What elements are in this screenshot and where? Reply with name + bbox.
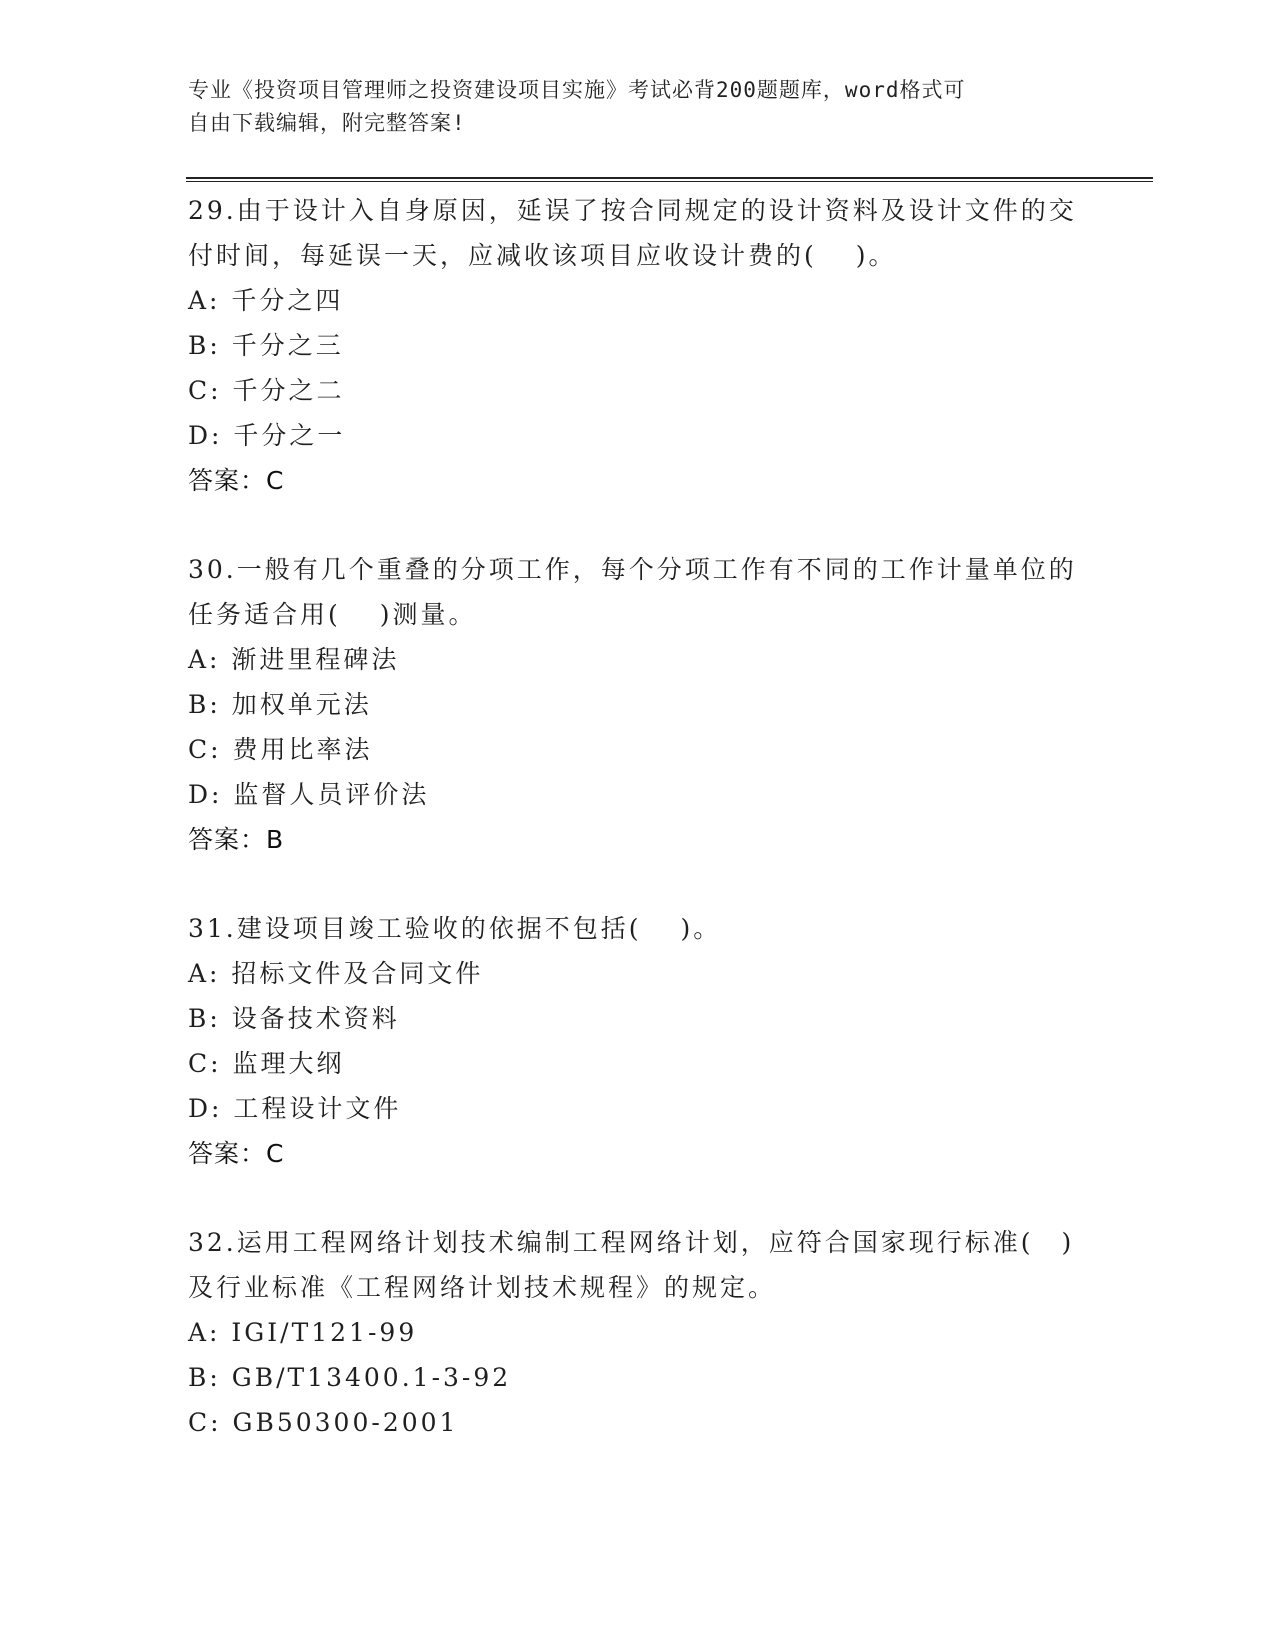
option-d: D: 千分之一 — [188, 421, 346, 450]
header-line-1: 专业《投资项目管理师之投资建设项目实施》考试必背200题题库，word格式可 — [188, 78, 966, 102]
question-stem: 31.建设项目竣工验收的依据不包括( )。 — [188, 914, 722, 943]
question-29 — [188, 188, 1128, 503]
question-31 — [188, 906, 1128, 1176]
question-30 — [188, 547, 1128, 862]
option-a: A: 渐进里程碑法 — [188, 645, 400, 674]
option-c: C: 千分之二 — [188, 376, 345, 405]
header-line-2: 自由下载编辑，附完整答案! — [188, 111, 466, 135]
question-stem: 32.运用工程网络计划技术编制工程网络计划，应符合国家现行标准( )及行业标准《工程网络计划技术规程》的规定。 — [188, 1228, 1075, 1302]
document-header — [188, 74, 1088, 140]
question-stem: 30.一般有几个重叠的分项工作，每个分项工作有不同的工作计量单位的任务适合用( )测量。 — [188, 555, 1077, 629]
header-divider — [186, 177, 1153, 182]
option-c: C: 监理大纲 — [188, 1049, 345, 1078]
option-a: A: IGI/T121-99 — [188, 1318, 418, 1347]
option-b: B: GB/T13400.1-3-92 — [188, 1363, 512, 1392]
answer: 答案：C — [188, 1139, 285, 1168]
option-a: A: 千分之四 — [188, 286, 344, 315]
question-32 — [188, 1220, 1128, 1445]
option-c: C: 费用比率法 — [188, 735, 373, 764]
answer: 答案：B — [188, 825, 285, 854]
option-d: D: 工程设计文件 — [188, 1094, 402, 1123]
question-list — [188, 188, 1128, 1489]
option-d: D: 监督人员评价法 — [188, 780, 430, 809]
option-b: B: 加权单元法 — [188, 690, 372, 719]
answer: 答案：C — [188, 466, 285, 495]
option-c: C: GB50300-2001 — [188, 1408, 459, 1437]
option-b: B: 设备技术资料 — [188, 1004, 400, 1033]
option-b: B: 千分之三 — [188, 331, 344, 360]
option-a: A: 招标文件及合同文件 — [188, 959, 484, 988]
question-stem: 29.由于设计入自身原因，延误了按合同规定的设计资料及设计文件的交付时间，每延误一天，应减收该项目应收设计费的( )。 — [188, 196, 1077, 270]
